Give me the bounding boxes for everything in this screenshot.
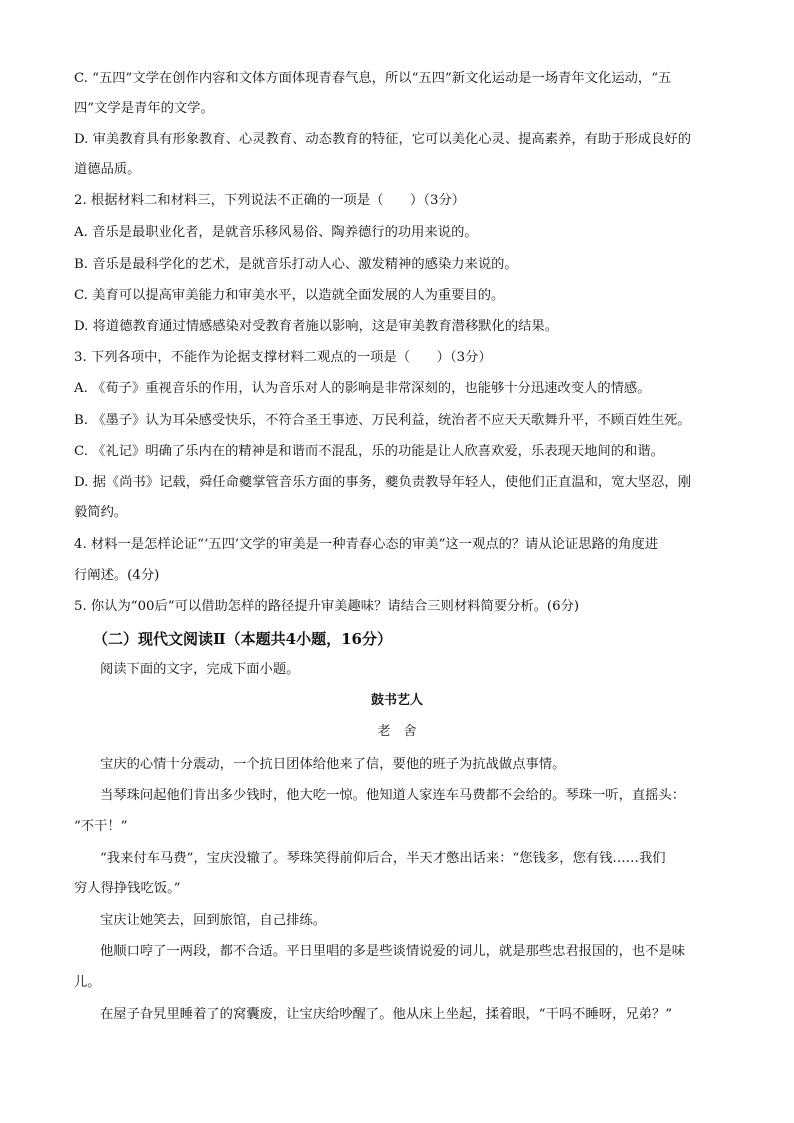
- story-paragraph-6: 在屋子旮旯里睡着了的窝囊废，让宝庆给吵醒了。他从床上坐起，揉着眼，“干吗不睡呀，兄弟？”: [100, 1007, 673, 1022]
- q3-option-a: A. 《荀子》重视音乐的作用，认为音乐对人的影响是非常深刻的，也能够十分迅速改变人的情感。: [74, 381, 651, 396]
- story-title: 鼓书艺人: [370, 693, 423, 708]
- q4-line1: 4. 材料一是怎样论证“‘五四’文学的审美是一种青春心态的审美”这一观点的？请从论证思路的角度进: [74, 537, 659, 552]
- section-instruction: 阅读下面的文字，完成下面小题。: [100, 662, 300, 677]
- q5-line1: 5. 你认为“00后”可以借助怎样的路径提升审美趣味？请结合三则材料简要分析。(6分): [74, 599, 580, 614]
- q1-option-d-line2: 道德品质。: [74, 162, 141, 177]
- q2-option-c: C. 美育可以提高审美能力和审美水平，以造就全面发展的人为重要目的。: [74, 288, 505, 303]
- q2-option-b: B. 音乐是最科学化的艺术，是就音乐打动人心、激发精神的感染力来说的。: [74, 257, 518, 272]
- story-paragraph-3-line1: “我来付车马费”，宝庆没辙了。琴珠笑得前仰后合，半天才憋出话来：“您钱多，您有钱……我们: [100, 851, 666, 866]
- story-paragraph-5-line1: 他顺口哼了一两段，都不合适。平日里唱的多是些谈情说爱的词儿，就是那些忠君报国的，也不是味: [100, 944, 686, 959]
- story-paragraph-4: 宝庆让她笑去，回到旅馆，自己排练。: [100, 913, 327, 928]
- story-author: 老 舍: [377, 724, 417, 739]
- q2-option-d: D. 将道德教育通过情感感染对受教育者施以影响，这是审美教育潜移默化的结果。: [74, 319, 559, 334]
- story-paragraph-3-line2: 穷人得挣钱吃饭。”: [74, 881, 181, 896]
- q3-option-c: C. 《礼记》明确了乐内在的精神是和谐而不混乱，乐的功能是让人欣喜欢爱，乐表现天地间的和谐。: [74, 444, 664, 459]
- story-paragraph-2-line1: 当琴珠问起他们肯出多少钱时，他大吃一惊。他知道人家连车马费都不会给的。琴珠一听，直摇头：: [100, 788, 686, 803]
- q3-option-d-line2: 毅简约。: [74, 505, 128, 520]
- q3-option-b: B. 《墨子》认为耳朵感受快乐，不符合圣王事迹、万民利益，统治者不应天天歌舞升平，不顾百姓生死。: [74, 413, 691, 428]
- q1-option-d-line1: D. 审美教育具有形象教育、心灵教育、动态教育的特征，它可以美化心灵、提高素养，有助于形成良好的: [74, 132, 691, 147]
- q2-option-a: A. 音乐是最职业化者，是就音乐移风易俗、陶养德行的功用来说的。: [74, 225, 478, 240]
- story-paragraph-1: 宝庆的心情十分震动，一个抗日团体给他来了信，要他的班子为抗战做点事情。: [100, 757, 566, 772]
- q2-stem: 2. 根据材料二和材料三，下列说法不正确的一项是（ ）（3分）: [74, 193, 466, 208]
- story-paragraph-5-line2: 儿。: [74, 975, 101, 990]
- q3-option-d-line1: D. 据《尚书》记载，舜任命夔掌管音乐方面的事务，夔负责教导年轻人，使他们正直温和，宽大坚忍，刚: [74, 475, 691, 490]
- q1-option-c-line1: C. “五四”文学在创作内容和文体方面体现青春气息，所以“五四”新文化运动是一场青年文化运动，“五: [74, 71, 672, 86]
- story-paragraph-2-line2: “不干！”: [74, 819, 128, 834]
- q1-option-c-line2: 四”文学是青年的文学。: [74, 101, 214, 116]
- q3-stem: 3. 下列各项中，不能作为论据支撑材料二观点的一项是（ ）（3分）: [74, 350, 492, 365]
- section-heading: （二）现代文阅读Ⅱ（本题共4小题，16分）: [93, 630, 392, 648]
- q4-line2: 行阐述。(4分): [74, 568, 160, 583]
